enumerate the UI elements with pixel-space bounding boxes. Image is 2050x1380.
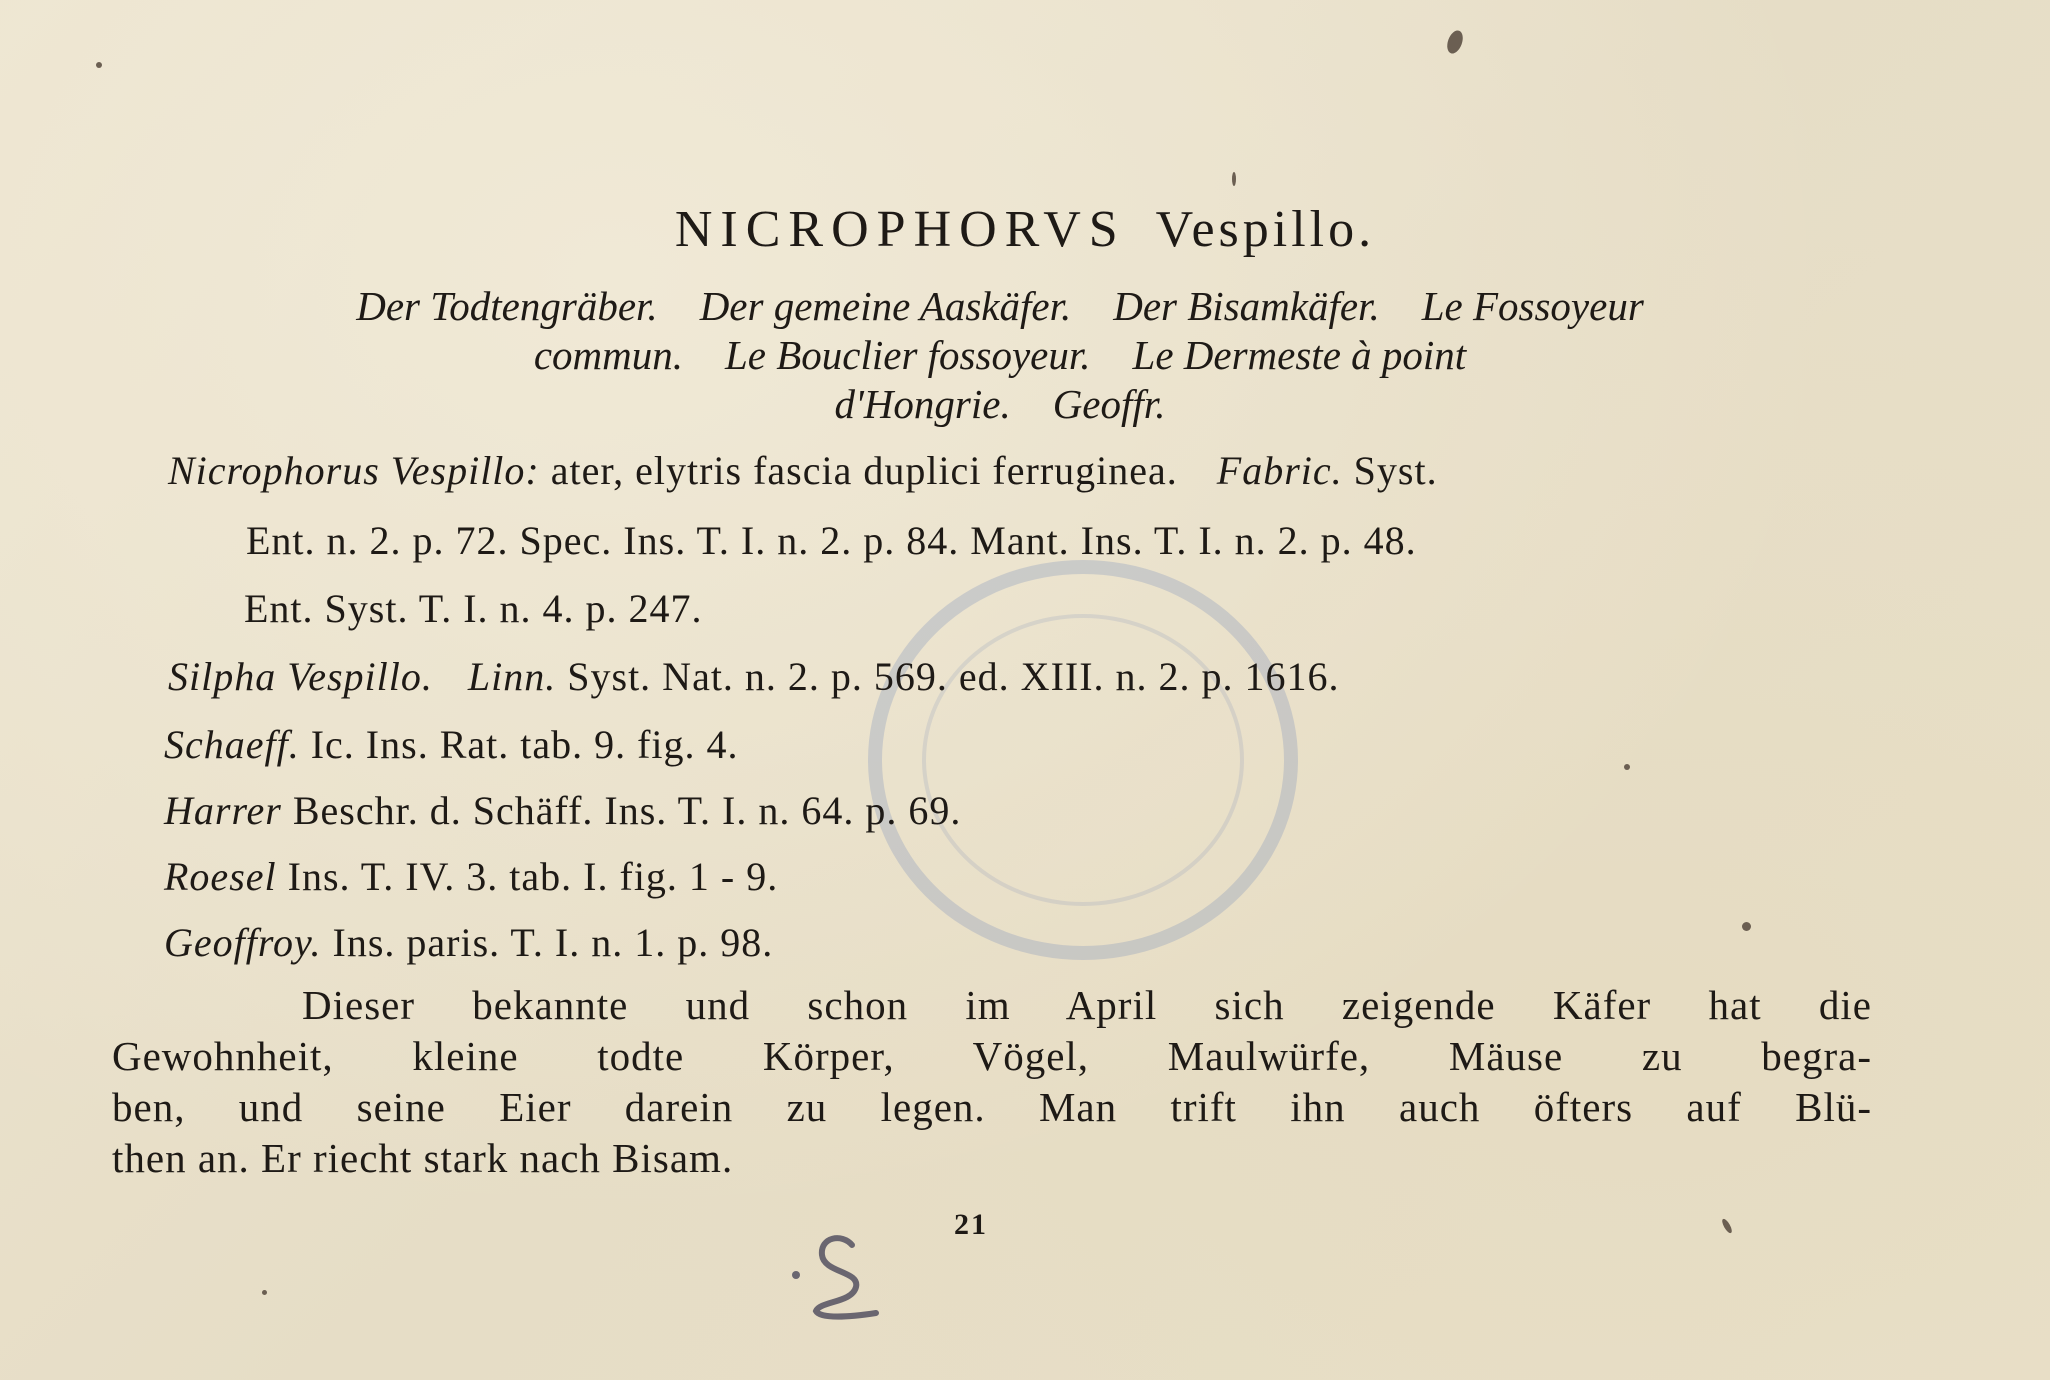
reference-author: Schaeff. [164,722,300,767]
reference-text: Ent. Syst. T. I. n. 4. p. 247. [244,586,703,631]
common-name: d'Hongrie. [834,381,1011,427]
reference-author: Harrer [164,788,282,833]
common-name: commun. [533,332,683,378]
reference-schaeffer [164,720,739,770]
page-number: 21 [954,1208,988,1241]
reference-text: Syst. [1353,448,1438,493]
description-paragraph [112,980,1872,1184]
paper-speck [1624,764,1630,770]
paper-speck [1444,28,1465,55]
reference-text: Ic. Ins. Rat. tab. 9. fig. 4. [310,722,739,767]
common-name: Der Todtengräber. [356,283,658,329]
common-names-line [120,282,1880,331]
reference-fabricius-cont [246,516,1417,566]
common-names [120,282,1880,429]
common-name: Le Bouclier fossoyeur. [724,332,1091,378]
species-heading [0,200,2050,260]
common-name: Le Fossoyeur [1421,283,1644,329]
paper-speck [1232,172,1236,186]
reference-source: Linn. [467,654,557,699]
common-name: Der gemeine Aaskäfer. [699,283,1072,329]
paragraph-line: then an. Er riecht stark nach Bisam. [112,1135,734,1181]
reference-text: ater, elytris fascia duplici ferruginea. [550,448,1178,493]
paragraph-line: Dieser bekannte und schon im April sich zeigende Käfer hat die [302,982,1872,1028]
reference-text: Ins. T. IV. 3. tab. I. fig. 1 - 9. [287,854,779,899]
paper-speck [1742,922,1751,931]
species-name: Vespillo. [1155,201,1376,258]
reference-harrer [164,786,961,836]
genus-name: NICROPHORVS [674,201,1126,258]
reference-text: Ins. paris. T. I. n. 1. p. 98. [332,920,774,965]
reference-author: Geoffroy. [164,920,322,965]
pencil-annotation [780,1215,900,1325]
reference-source: Fabric. [1216,448,1343,493]
reference-text: Beschr. d. Schäff. Ins. T. I. n. 64. p. 69. [292,788,962,833]
reference-author: Silpha Vespillo. [168,654,433,699]
reference-linnaeus [168,652,1340,702]
common-name: Le Dermeste à point [1132,332,1467,378]
common-name: Geoffr. [1052,381,1166,427]
reference-text: Ent. n. 2. p. 72. Spec. Ins. T. I. n. 2. p. 84. Mant. Ins. T. I. n. 2. p. 48. [246,518,1417,563]
paper-speck [96,62,102,68]
paper-speck [262,1290,267,1295]
common-names-line [120,380,1880,429]
reference-fabricius [168,446,1438,496]
paragraph-line: ben, und seine Eier darein zu legen. Man trift ihn auch öfters auf Blü- [112,1084,1872,1130]
reference-author: Nicrophorus Vespillo: [168,448,540,493]
common-name: Der Bisamkäfer. [1113,283,1380,329]
reference-text: Syst. Nat. n. 2. p. 569. ed. XIII. n. 2. p. 1616. [567,654,1340,699]
paper-speck [1720,1218,1733,1235]
reference-roesel [164,852,778,902]
reference-geoffroy [164,918,773,968]
reference-fabricius-cont [244,584,703,634]
reference-author: Roesel [164,854,277,899]
library-stamp [868,560,1298,960]
paragraph-line: Gewohnheit, kleine todte Körper, Vögel, Maulwürfe, Mäuse zu begra- [112,1033,1872,1079]
common-names-line [120,331,1880,380]
